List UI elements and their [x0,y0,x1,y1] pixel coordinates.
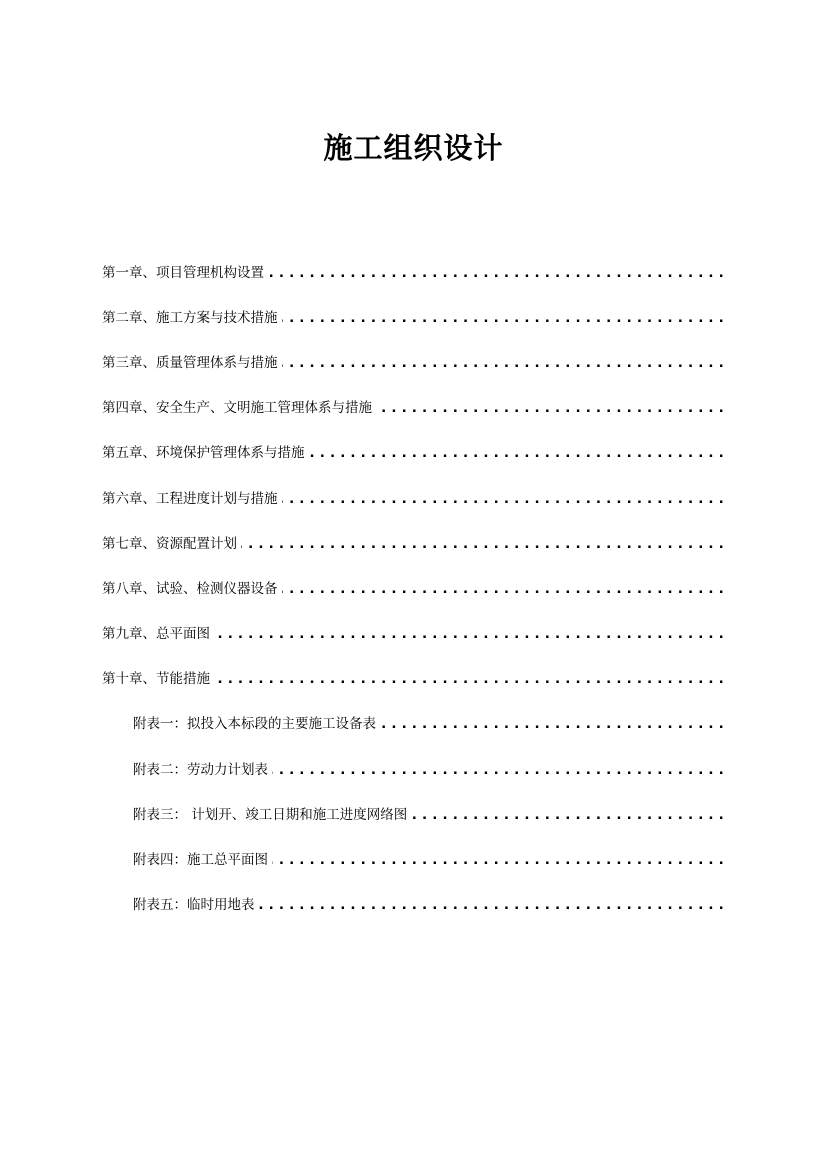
toc-entry-label: 附表一：拟投入本标段的主要施工设备表 [133,711,380,737]
toc-entry-chapter-10[interactable] [0,657,827,702]
toc-dot-leader [272,847,724,873]
toc-entry-appendix-1[interactable] [0,702,827,747]
toc-entry-appendix-3[interactable] [0,792,827,837]
toc-entry-label: 第四章、安全生产、文明施工管理体系与措施 [102,395,376,421]
toc-dot-leader [411,802,724,828]
toc-entry-chapter-7[interactable] [0,521,827,566]
toc-entry-label: 第六章、工程进度计划与措施 [102,486,282,512]
toc-entry-appendix-4[interactable] [0,837,827,882]
table-of-contents [0,250,827,928]
toc-entry-chapter-3[interactable] [0,340,827,385]
toc-entry-label: 第五章、环境保护管理体系与措施 [102,440,309,466]
toc-entry-chapter-5[interactable] [0,431,827,476]
toc-dot-leader [214,666,724,692]
toc-dot-leader [282,576,725,602]
toc-dot-leader [282,486,725,512]
toc-entry-chapter-8[interactable] [0,566,827,611]
toc-entry-label: 第九章、总平面图 [102,621,214,647]
toc-entry-chapter-9[interactable] [0,612,827,657]
toc-dot-leader [282,305,725,331]
toc-dot-leader [376,395,724,421]
toc-entry-label: 第八章、试验、检测仪器设备 [102,576,282,602]
toc-entry-label: 附表三： 计划开、竣工日期和施工进度网络图 [133,802,411,828]
toc-entry-label: 附表二：劳动力计划表 [133,757,272,783]
document-title: 施工组织设计 [323,131,504,165]
toc-dot-leader [259,892,725,918]
toc-dot-leader [241,531,724,557]
toc-dot-leader [268,260,724,286]
toc-entry-label: 附表四：施工总平面图 [133,847,272,873]
toc-dot-leader [214,621,724,647]
toc-dot-leader [272,757,724,783]
toc-entry-chapter-1[interactable] [0,250,827,295]
toc-entry-label: 第十章、节能措施 [102,666,214,692]
toc-entry-appendix-2[interactable] [0,747,827,792]
toc-dot-leader [282,350,725,376]
toc-entry-chapter-2[interactable] [0,295,827,340]
toc-entry-appendix-5[interactable] [0,883,827,928]
toc-entry-label: 第七章、资源配置计划 [102,531,241,557]
toc-entry-chapter-6[interactable] [0,476,827,521]
toc-entry-chapter-4[interactable] [0,386,827,431]
toc-dot-leader [380,711,724,737]
toc-entry-label: 第三章、质量管理体系与措施 [102,350,282,376]
toc-entry-label: 附表五：临时用地表 [133,892,259,918]
toc-entry-label: 第一章、项目管理机构设置 [102,260,268,286]
toc-dot-leader [309,440,725,466]
toc-entry-label: 第二章、施工方案与技术措施 [102,305,282,331]
